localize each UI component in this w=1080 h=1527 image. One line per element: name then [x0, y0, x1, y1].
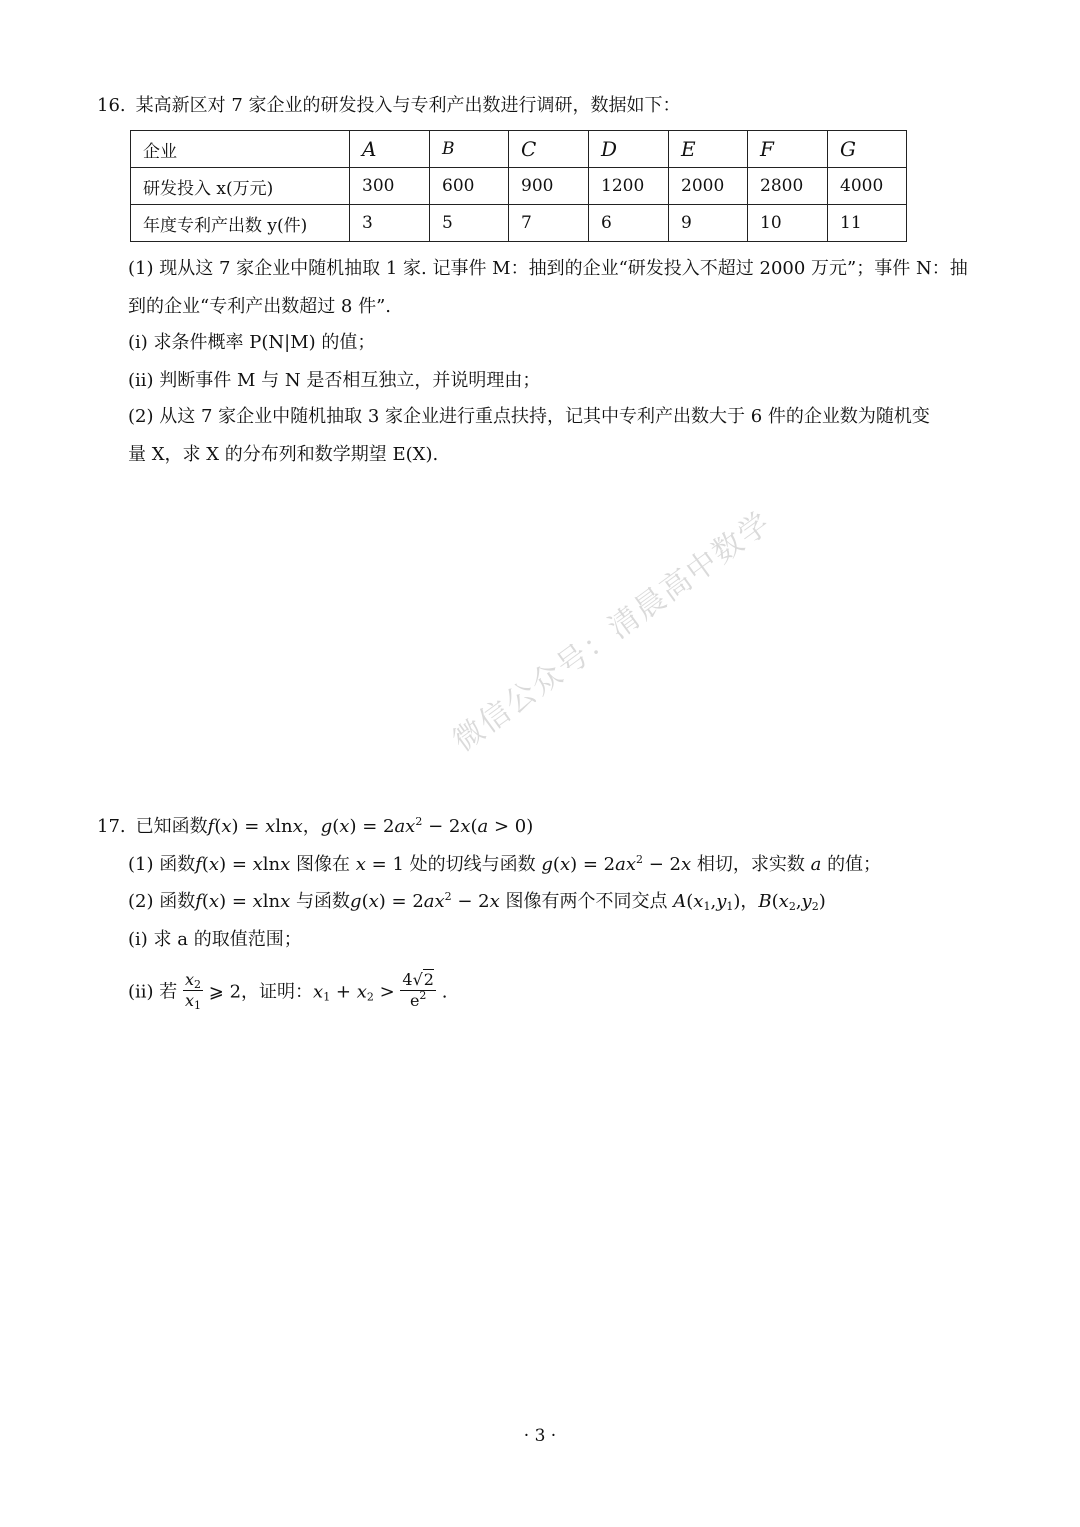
table-cell: 2000 — [669, 168, 748, 205]
q17-part1-prefix: (1) 函数 — [128, 854, 196, 875]
table-cell-patents-label: 年度专利产出数 y(件) — [131, 205, 350, 242]
q17-part2-ii-mid: ，证明： — [241, 981, 314, 1003]
q16-part1-line2: 到的企业“专利产出数超过 8 件”. — [128, 296, 392, 317]
q17-stem-prefix: 已知函数 — [135, 816, 208, 837]
q17-part1-end: 的值； — [827, 854, 882, 875]
q17-part2-i: (i) 求 a 的取值范围； — [128, 929, 302, 950]
table-cell-company-a: A — [350, 131, 430, 168]
q16-number: 16. — [97, 95, 126, 116]
table-cell: 900 — [509, 168, 589, 205]
table-row-header — [131, 131, 907, 168]
table-cell: 600 — [430, 168, 509, 205]
q16-part1-ii: (ii) 判断事件 M 与 N 是否相互独立，并说明理由； — [128, 370, 541, 391]
q17-stem: 17. 已知函数f(x) = xlnx，$g(x) = 2ax^2 - 2x(a > 0)$ — [97, 815, 534, 837]
q17-number: 17. — [97, 816, 126, 837]
q17-part1-mid2: 处的切线与函数 — [409, 854, 536, 875]
page-number: · 3 · — [523, 1426, 557, 1446]
table-cell-header-label: 企业 — [131, 131, 350, 168]
table-cell: 5 — [430, 205, 509, 242]
table-cell-company-c: C — [509, 131, 589, 168]
q16-data-table — [130, 130, 907, 242]
table-cell: 4000 — [828, 168, 907, 205]
table-row-investment — [131, 168, 907, 205]
q16-stem — [97, 94, 681, 118]
table-cell-company-b: B — [430, 131, 509, 168]
table-cell: 7 — [509, 205, 589, 242]
q17-part1: (1) 函数f(x) = xlnx 图像在 x = 1 处的切线与函数 $g(x) = 2ax^2 - 2x$ 相切，求实数 a 的值； — [128, 853, 882, 875]
q17-part2-mid2: 图像有两个不同交点 — [505, 891, 668, 912]
q17-part2-prefix: (2) 函数 — [128, 891, 196, 912]
table-cell: 6 — [589, 205, 669, 242]
table-cell: 2800 — [748, 168, 828, 205]
fraction-x2-over-x1: $\frac{x_2}{x_1}$ — [185, 970, 202, 1012]
q17-part2-ii-prefix: (ii) 若 — [128, 981, 178, 1003]
q16-part2-line1: (2) 从这 7 家企业中随机抽取 3 家企业进行重点扶持，记其中专利产出数大于 6 件的企业数为随机变 — [128, 406, 930, 427]
table-cell: 1200 — [589, 168, 669, 205]
radicand: 2 — [423, 970, 434, 989]
table-cell: 11 — [828, 205, 907, 242]
table-cell-company-e: E — [669, 131, 748, 168]
q17-part2-mid1: 与函数 — [296, 891, 351, 912]
q16-part2-line2: 量 X，求 X 的分布列和数学期望 E(X). — [128, 444, 439, 465]
table-cell: 10 — [748, 205, 828, 242]
q16-stem-text: 某高新区对 7 家企业的研发投入与专利产出数进行调研，数据如下： — [135, 95, 681, 116]
table-cell: 3 — [350, 205, 430, 242]
table-cell-company-f: F — [748, 131, 828, 168]
table-row-patents — [131, 205, 907, 242]
q16-part1-line1: (1) 现从这 7 家企业中随机抽取 1 家. 记事件 M：抽到的企业“研发投入不超过 2000 万元”；事件 N：抽 — [128, 258, 968, 279]
table-cell: 300 — [350, 168, 430, 205]
q16-part1-i: (i) 求条件概率 P(N|M) 的值； — [128, 332, 376, 353]
coef: 4 — [402, 970, 413, 989]
q17-part1-mid1: 图像在 — [296, 854, 351, 875]
table-cell-company-g: G — [828, 131, 907, 168]
q17-part2: (2) 函数f(x) = xlnx 与函数$g(x) = 2ax^2 - 2x$ 图像有两个不同交点 $A(x_1,y_1)$，$B(x_2,y_2)$ — [128, 890, 826, 913]
watermark: 微信公众号：清晨高中数学 — [446, 504, 779, 759]
table-cell-investment-label: 研发投入 x(万元) — [131, 168, 350, 205]
table-cell-company-d: D — [589, 131, 669, 168]
q17-part2-ii: (ii) 若 $\frac{x_2}{x_1}$ ⩾ 2，证明：$x_1 + x_2$ > $\frac{4√2}{e^2}$ . — [128, 970, 448, 1012]
q17-part1-suffix: 相切，求实数 — [696, 854, 805, 875]
fraction-4root2-over-e2: $\frac{4√2}{e^2}$ — [402, 970, 434, 1010]
table-cell: 9 — [669, 205, 748, 242]
